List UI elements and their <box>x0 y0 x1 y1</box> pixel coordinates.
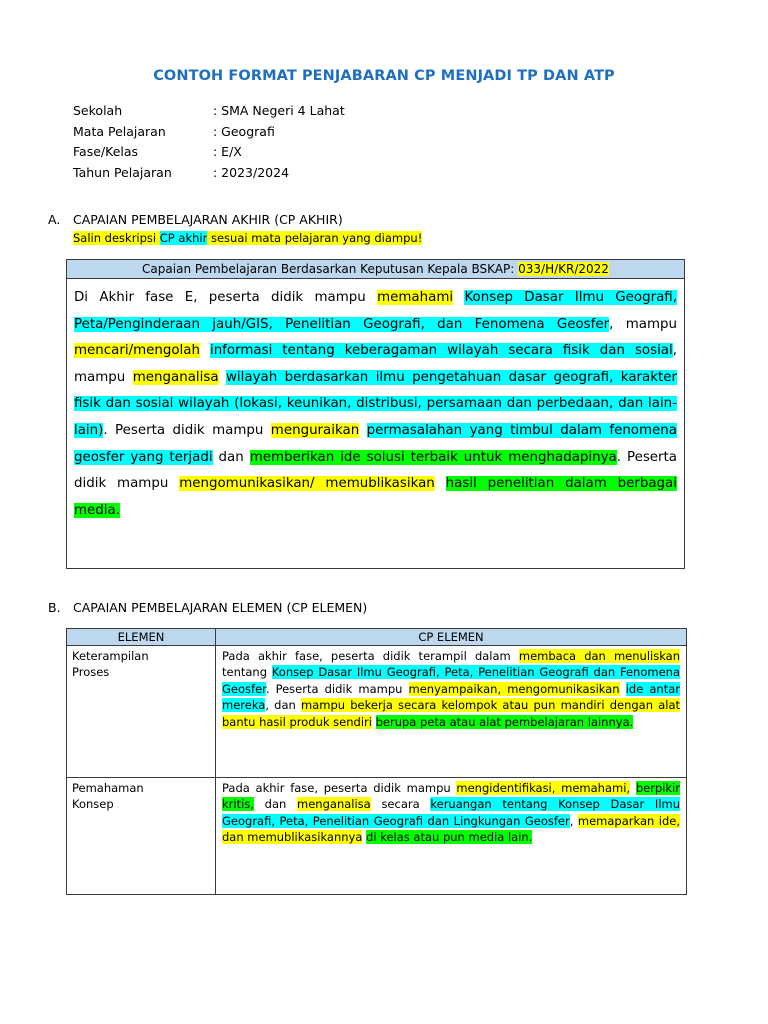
text-segment: , <box>569 813 578 828</box>
document-title: CONTOH FORMAT PENJABARAN CP MENJADI TP DAN ATP <box>153 68 615 84</box>
cp-elemen-cell <box>216 778 687 895</box>
text-segment: , mampu <box>609 316 677 332</box>
info-value: : Geografi <box>213 123 275 139</box>
table-header-row <box>67 629 687 646</box>
text-segment: secara <box>370 797 431 812</box>
highlighted-phrase: keruangan tentang Konsep Dasar Ilmu Geografi, Peta, Penelitian Geografi dan Lingkungan Geosfer <box>222 797 680 828</box>
highlighted-phrase: ide antar mereka <box>222 681 680 713</box>
highlighted-phrase: mengidentifikasi, memahami, <box>456 781 631 795</box>
elemen-cell <box>67 646 216 778</box>
highlighted-phrase: mampu bekerja secara kelompok atau pun mandiri dengan alat bantu hasil produk sendiri <box>222 698 680 729</box>
highlighted-phrase: Konsep Dasar Ilmu Geografi, Peta, Penelitian Geografi dan Fenomena Geosfer <box>222 665 680 696</box>
info-row-subject <box>73 122 345 143</box>
cp-akhir-text <box>67 279 684 524</box>
elemen-name: Keterampilan <box>72 649 149 663</box>
highlighted-phrase: menganalisa <box>297 797 371 812</box>
cp-elemen-cell <box>216 646 687 778</box>
instruction-note <box>73 231 422 245</box>
info-row-school <box>73 101 345 122</box>
info-value: : 2023/2024 <box>213 164 290 180</box>
highlighted-phrase: memberikan ide solusi terbaik untuk menghadapinya <box>249 449 617 465</box>
highlighted-phrase: menganalisa <box>132 369 219 385</box>
highlighted-phrase: informasi tentang keberagaman wilayah secara fisik dan sosial <box>209 343 673 359</box>
note-text: Salin deskripsi <box>73 231 160 245</box>
table-row <box>67 646 687 778</box>
note-highlight: CP akhir <box>159 231 208 245</box>
text-segment: Pada akhir fase, peserta didik terampil dalam <box>222 649 519 663</box>
info-row-phase <box>73 142 345 163</box>
text-segment: . Peserta didik mampu <box>74 449 677 492</box>
text-segment: , mampu <box>74 343 678 385</box>
highlighted-phrase: wilayah berdasarkan ilmu pengetahuan dasar geografi, karakter fisik dan sosial wilayah (lokasi, keunikan, distribusi, persamaan dan perbedaan, dan lain-lain) <box>74 369 677 438</box>
text-segment <box>630 781 636 795</box>
text-segment: dan <box>253 797 298 812</box>
text-segment <box>620 682 626 696</box>
section-title: CAPAIAN PEMBELAJARAN ELEMEN (CP ELEMEN) <box>73 600 368 615</box>
decree-number: 033/H/KR/2022 <box>518 262 609 276</box>
elemen-cell <box>67 778 216 895</box>
highlighted-phrase: membaca dan menuliskan <box>518 649 680 663</box>
highlighted-phrase: memaparkan ide, dan memublikasikannya <box>222 813 681 845</box>
note-text: sesuai mata pelajaran yang diampu! <box>207 231 423 245</box>
elemen-name: Pemahaman <box>72 781 144 795</box>
text-segment <box>219 370 226 385</box>
highlighted-phrase: hasil penelitian dalam berbagai media. <box>74 476 677 518</box>
school-info <box>73 101 345 183</box>
highlighted-phrase: menyampaikan, mengomunikasikan <box>408 681 620 696</box>
highlighted-phrase: berupa peta atau alat pembelajaran lainnya. <box>375 714 634 729</box>
cp-akhir-header <box>67 260 684 279</box>
elemen-name: Konsep <box>72 797 114 811</box>
section-number: B. <box>48 600 61 615</box>
section-b-heading <box>48 600 367 615</box>
highlighted-phrase: memahami <box>377 290 454 305</box>
info-label: Tahun Pelajaran <box>73 164 172 180</box>
info-value: : E/X <box>213 144 242 159</box>
text-segment: tentang <box>222 665 272 680</box>
column-header: ELEMEN <box>67 629 216 646</box>
elemen-name: Proses <box>72 665 110 679</box>
text-segment: dan <box>212 449 250 465</box>
text-segment: . Peserta didik mampu <box>265 681 409 696</box>
table-row <box>67 778 687 895</box>
section-number: A. <box>48 212 61 227</box>
highlighted-phrase: menguraikan <box>270 422 360 438</box>
text-segment: Di Akhir fase E, peserta didik mampu <box>74 290 378 305</box>
cp-elemen-table <box>66 628 687 895</box>
info-label: Sekolah <box>73 103 123 118</box>
highlighted-phrase: mengomunikasikan/ memublikasikan <box>179 476 435 492</box>
section-title: CAPAIAN PEMBELAJARAN AKHIR (CP AKHIR) <box>73 212 343 227</box>
highlighted-phrase: mencari/mengolah <box>74 343 200 359</box>
header-text: Capaian Pembelajaran Berdasarkan Keputusan Kepala BSKAP: <box>142 262 519 276</box>
text-segment: Pada akhir fase, peserta didik mampu <box>222 781 457 795</box>
info-row-year <box>73 163 345 184</box>
text-segment <box>359 423 366 438</box>
text-segment <box>435 476 446 491</box>
column-header: CP ELEMEN <box>216 629 687 646</box>
text-segment <box>200 343 210 358</box>
highlighted-phrase: permasalahan yang timbul dalam fenomena geosfer yang terjadi <box>74 422 677 465</box>
highlighted-phrase: Konsep Dasar Ilmu Geografi, Peta/Penginderaan jauh/GIS, Penelitian Geografi, dan Fenomena Geosfer <box>74 290 677 332</box>
highlighted-phrase: di kelas atau pun media lain. <box>366 830 533 845</box>
text-segment: . Peserta didik mampu <box>103 422 271 438</box>
info-label: Mata Pelajaran <box>73 123 166 139</box>
info-value: : SMA Negeri 4 Lahat <box>213 103 345 118</box>
text-segment <box>453 290 464 305</box>
cp-akhir-box <box>66 259 685 569</box>
highlighted-phrase: berpikir kritis, <box>222 781 681 812</box>
text-segment: , dan <box>265 698 302 713</box>
info-label: Fase/Kelas <box>73 144 139 159</box>
section-a-heading <box>48 212 343 227</box>
